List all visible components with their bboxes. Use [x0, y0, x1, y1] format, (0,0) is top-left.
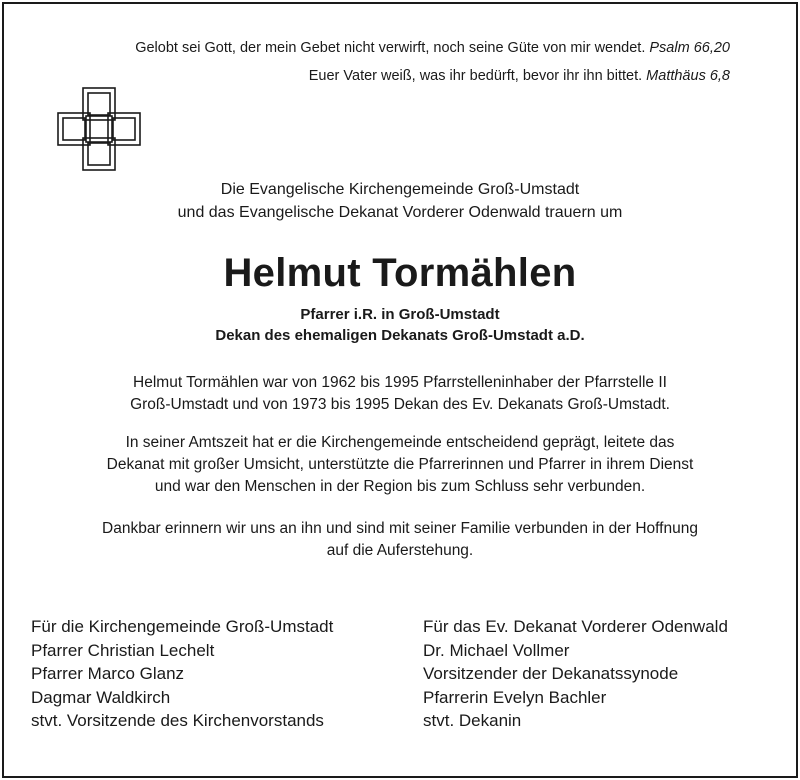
verse-reference: Psalm 66,20	[649, 40, 730, 56]
signature-line: Dr. Michael Vollmer	[423, 640, 570, 660]
signature-line: Vorsitzender der Dekanatssynode	[423, 664, 679, 683]
bible-verse	[309, 68, 730, 84]
intro-line: Die Evangelische Kirchengemeinde Groß-Umstadt	[220, 181, 580, 198]
signature-line: Dagmar Waldkirch	[31, 687, 171, 707]
obituary-notice	[2, 2, 798, 778]
verse-reference: Matthäus 6,8	[646, 68, 730, 84]
paragraph-line: und war den Menschen in der Region bis zum Schluss sehr verbunden.	[154, 478, 646, 495]
paragraph-closing	[4, 518, 796, 562]
signature-line: Pfarrerin Evelyn Bachler	[423, 687, 607, 707]
title-line: Dekan des ehemaligen Dekanats Groß-Umstadt a.D.	[215, 327, 585, 344]
paragraph-line: Helmut Tormählen war von 1962 bis 1995 Pfarrstelleninhaber der Pfarrstelle II	[133, 374, 667, 391]
intro-line: und das Evangelische Dekanat Vorderer Odenwald trauern um	[177, 204, 623, 221]
paragraph-tribute	[4, 432, 796, 498]
bible-verse	[135, 40, 730, 56]
signature-heading: Für das Ev. Dekanat Vorderer Odenwald	[423, 617, 728, 636]
signature-line: Pfarrer Marco Glanz	[31, 664, 185, 683]
signature-block-right	[423, 615, 728, 733]
verse-text: Gelobt sei Gott, der mein Gebet nicht verwirft, noch seine Güte von mir wendet.	[135, 40, 646, 56]
paragraph-line: Dankbar erinnern wir uns an ihn und sind mit seiner Familie verbunden in der Hoffnung	[102, 520, 698, 537]
verse-text: Euer Vater weiß, was ihr bedürft, bevor ihr ihn bittet.	[308, 68, 643, 84]
paragraph-line: Dekanat mit großer Umsicht, unterstützte die Pfarrerinnen und Pfarrer in ihrem Dienst	[106, 456, 694, 473]
paragraph-career	[4, 372, 796, 416]
signature-line: Pfarrer Christian Lechelt	[31, 640, 215, 660]
signature-line: stvt. Vorsitzende des Kirchenvorstands	[31, 711, 324, 730]
interlocking-cross-icon	[56, 86, 142, 172]
deceased-name: Helmut Tormählen	[223, 251, 577, 295]
paragraph-line: Groß-Umstadt und von 1973 bis 1995 Dekan des Ev. Dekanats Groß-Umstadt.	[130, 396, 670, 413]
signature-line: stvt. Dekanin	[423, 711, 522, 730]
paragraph-line: In seiner Amtszeit hat er die Kirchengemeinde entscheidend geprägt, leitete das	[125, 434, 675, 451]
intro-text	[4, 178, 796, 224]
signature-block-left	[31, 615, 333, 733]
deceased-titles	[4, 304, 796, 346]
title-line: Pfarrer i.R. in Groß-Umstadt	[300, 306, 500, 323]
paragraph-line: auf die Auferstehung.	[326, 542, 474, 559]
signature-heading: Für die Kirchengemeinde Groß-Umstadt	[31, 617, 334, 636]
